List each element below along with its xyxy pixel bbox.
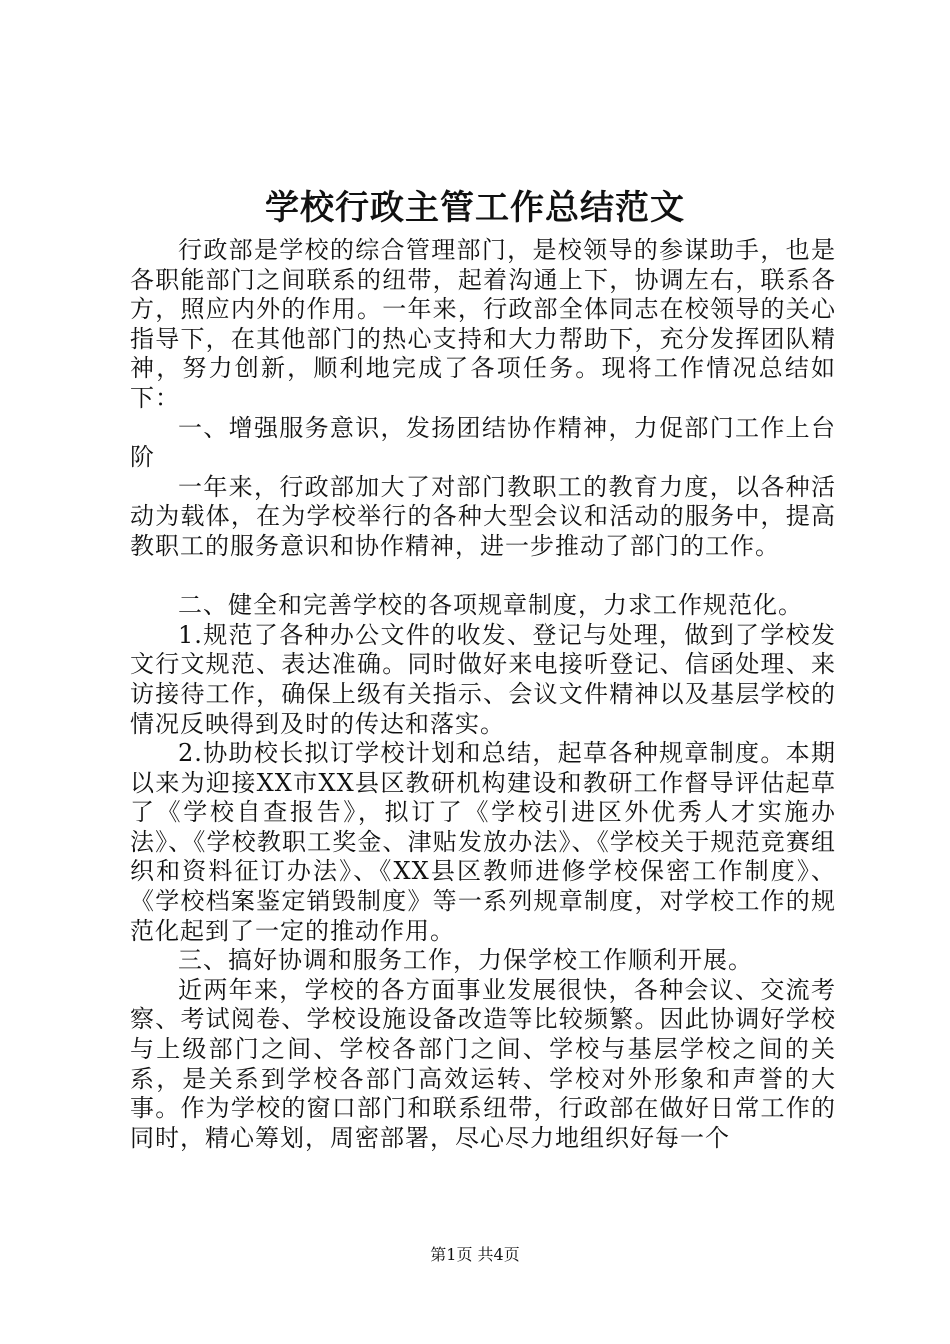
document-title: 学校行政主管工作总结范文: [265, 188, 685, 228]
heading-section-1: 一、增强服务意识，发扬团结协作精神，力促部门工作上台阶: [130, 413, 836, 472]
page-indicator: 第1页 共4页: [430, 1245, 520, 1264]
heading-section-3: 三、搞好协调和服务工作，力保学校工作顺利开展。: [178, 946, 753, 975]
paragraph-spacer: [130, 562, 836, 592]
document-body: [130, 236, 836, 1153]
paragraph-section-3: 近两年来，学校的各方面事业发展很快，各种会议、交流考察、考试阅卷、学校设施设备改造等比较频繁。因此协调好学校与上级部门之间、学校各部门之间、学校与基层学校之间的关系，是关系到学校各部门高效运转、学校对外形象和声誉的大事。作为学校的窗口部门和联系纽带，行政部在做好日常工作的同时，精心筹划，周密部署，尽心尽力地组织好每一个: [130, 975, 836, 1152]
paragraph-intro: 行政部是学校的综合管理部门，是校领导的参谋助手，也是各职能部门之间联系的纽带，起着沟通上下，协调左右，联系各方，照应内外的作用。一年来，行政部全体同志在校领导的关心指导下，在其他部门的热心支持和大力帮助下，充分发挥团队精神，努力创新，顺利地完成了各项任务。现将工作情况总结如下：: [130, 236, 836, 412]
heading-section-2: 二、健全和完善学校的各项规章制度，力求工作规范化。: [178, 591, 803, 620]
paragraph-item-1: 1.规范了各种办公文件的收发、登记与处理，做到了学校发文行文规范、表达准确。同时做好来电接听登记、信函处理、来访接待工作，确保上级有关指示、会议文件精神以及基层学校的情况反映得到及时的传达和落实。: [130, 620, 836, 738]
paragraph-section-1: 一年来，行政部加大了对部门教职工的教育力度，以各种活动为载体，在为学校举行的各种大型会议和活动的服务中，提高教职工的服务意识和协作精神，进一步推动了部门的工作。: [130, 472, 836, 560]
paragraph-item-2: 2.协助校长拟订学校计划和总结，起草各种规章制度。本期以来为迎接XX市XX县区教研机构建设和教研工作督导评估起草了《学校自查报告》，拟订了《学校引进区外优秀人才实施办法》、《学校教职工奖金、津贴发放办法》、《学校关于规范竞赛组织和资料征订办法》、《XX县区教师进修学校保密工作制度》、《学校档案鉴定销毁制度》等一系列规章制度，对学校工作的规范化起到了一定的推动作用。: [130, 739, 836, 945]
